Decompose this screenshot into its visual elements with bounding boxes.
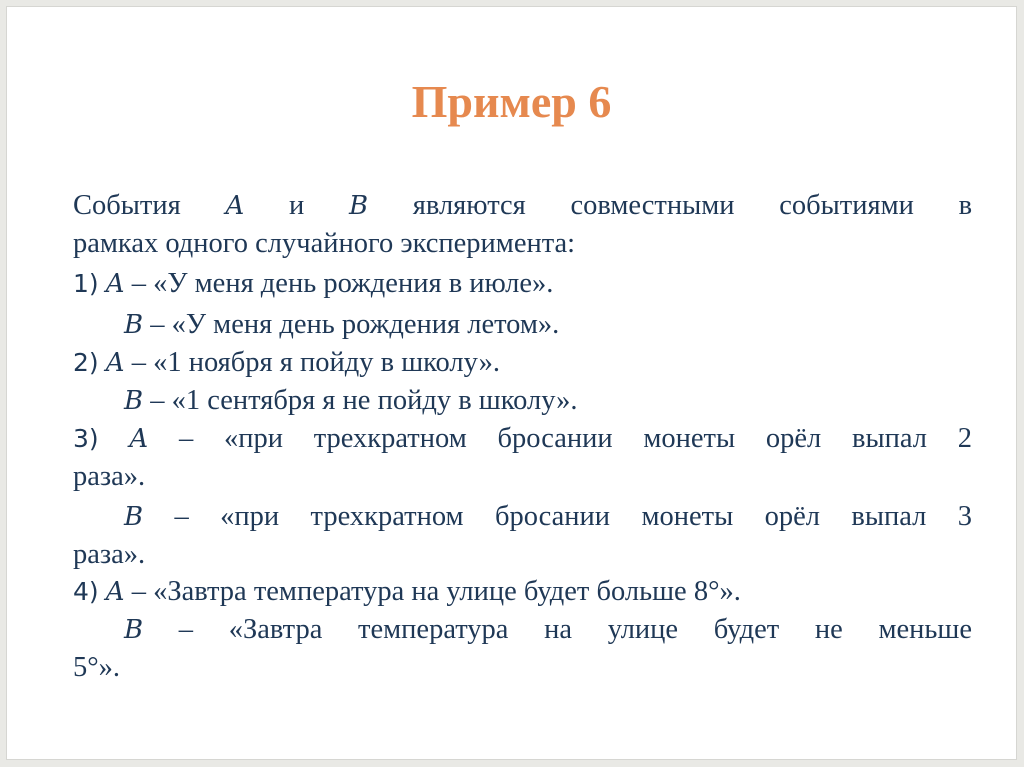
- event-a-text: – «при трехкратном бросании монеты орёл выпал 2: [178, 423, 972, 454]
- variable-b: B: [124, 310, 144, 340]
- item-4-b-cont: 5°».: [73, 652, 121, 683]
- intro-text: являются совместными событиями в: [412, 190, 973, 221]
- variable-b: B: [124, 386, 144, 416]
- variable-b: B: [124, 615, 144, 645]
- event-b-text: – «У меня день рождения летом».: [150, 309, 560, 340]
- event-a-text: – «1 ноября я пойду в школу».: [131, 347, 500, 378]
- item-4-b: [73, 611, 972, 649]
- intro-word: События: [73, 190, 181, 221]
- item-3-a-cont: раза».: [73, 461, 146, 492]
- item-4-a: [73, 573, 972, 611]
- variable-a: A: [105, 577, 125, 607]
- slide-title: Пример 6: [411, 76, 612, 127]
- item-3-b-cont: раза».: [73, 539, 146, 570]
- item-number: 2): [73, 348, 99, 377]
- event-a-text: – «У меня день рождения в июле».: [131, 268, 554, 299]
- event-b-text: – «при трехкратном бросании монеты орёл выпал 3: [174, 501, 972, 532]
- variable-a: A: [129, 424, 149, 454]
- intro-word: и: [288, 190, 305, 221]
- event-a-text: – «Завтра температура на улице будет больше 8°».: [131, 576, 741, 607]
- event-b-text: – «Завтра температура на улице будет не меньше: [178, 614, 973, 645]
- item-3-b: [73, 498, 972, 536]
- item-3-a: [73, 420, 972, 458]
- item-number: 4): [73, 577, 99, 606]
- item-number: 3): [73, 424, 99, 453]
- item-2-a: [73, 344, 972, 382]
- event-b-text: – «1 сентября я не пойду в школу».: [150, 385, 578, 416]
- item-1-b: [73, 306, 972, 344]
- variable-b: B: [348, 191, 369, 221]
- slide-body: [73, 187, 972, 686]
- variable-a: A: [105, 348, 125, 378]
- slide: [6, 6, 1017, 760]
- item-1-a: [73, 265, 972, 303]
- variable-a: A: [225, 191, 245, 221]
- intro-line-2: рамках одного случайного эксперимента:: [73, 228, 576, 259]
- item-number: 1): [73, 269, 99, 298]
- item-2-b: [73, 382, 972, 420]
- variable-a: A: [105, 269, 125, 299]
- intro-line-1: [73, 187, 972, 225]
- variable-b: B: [124, 502, 144, 532]
